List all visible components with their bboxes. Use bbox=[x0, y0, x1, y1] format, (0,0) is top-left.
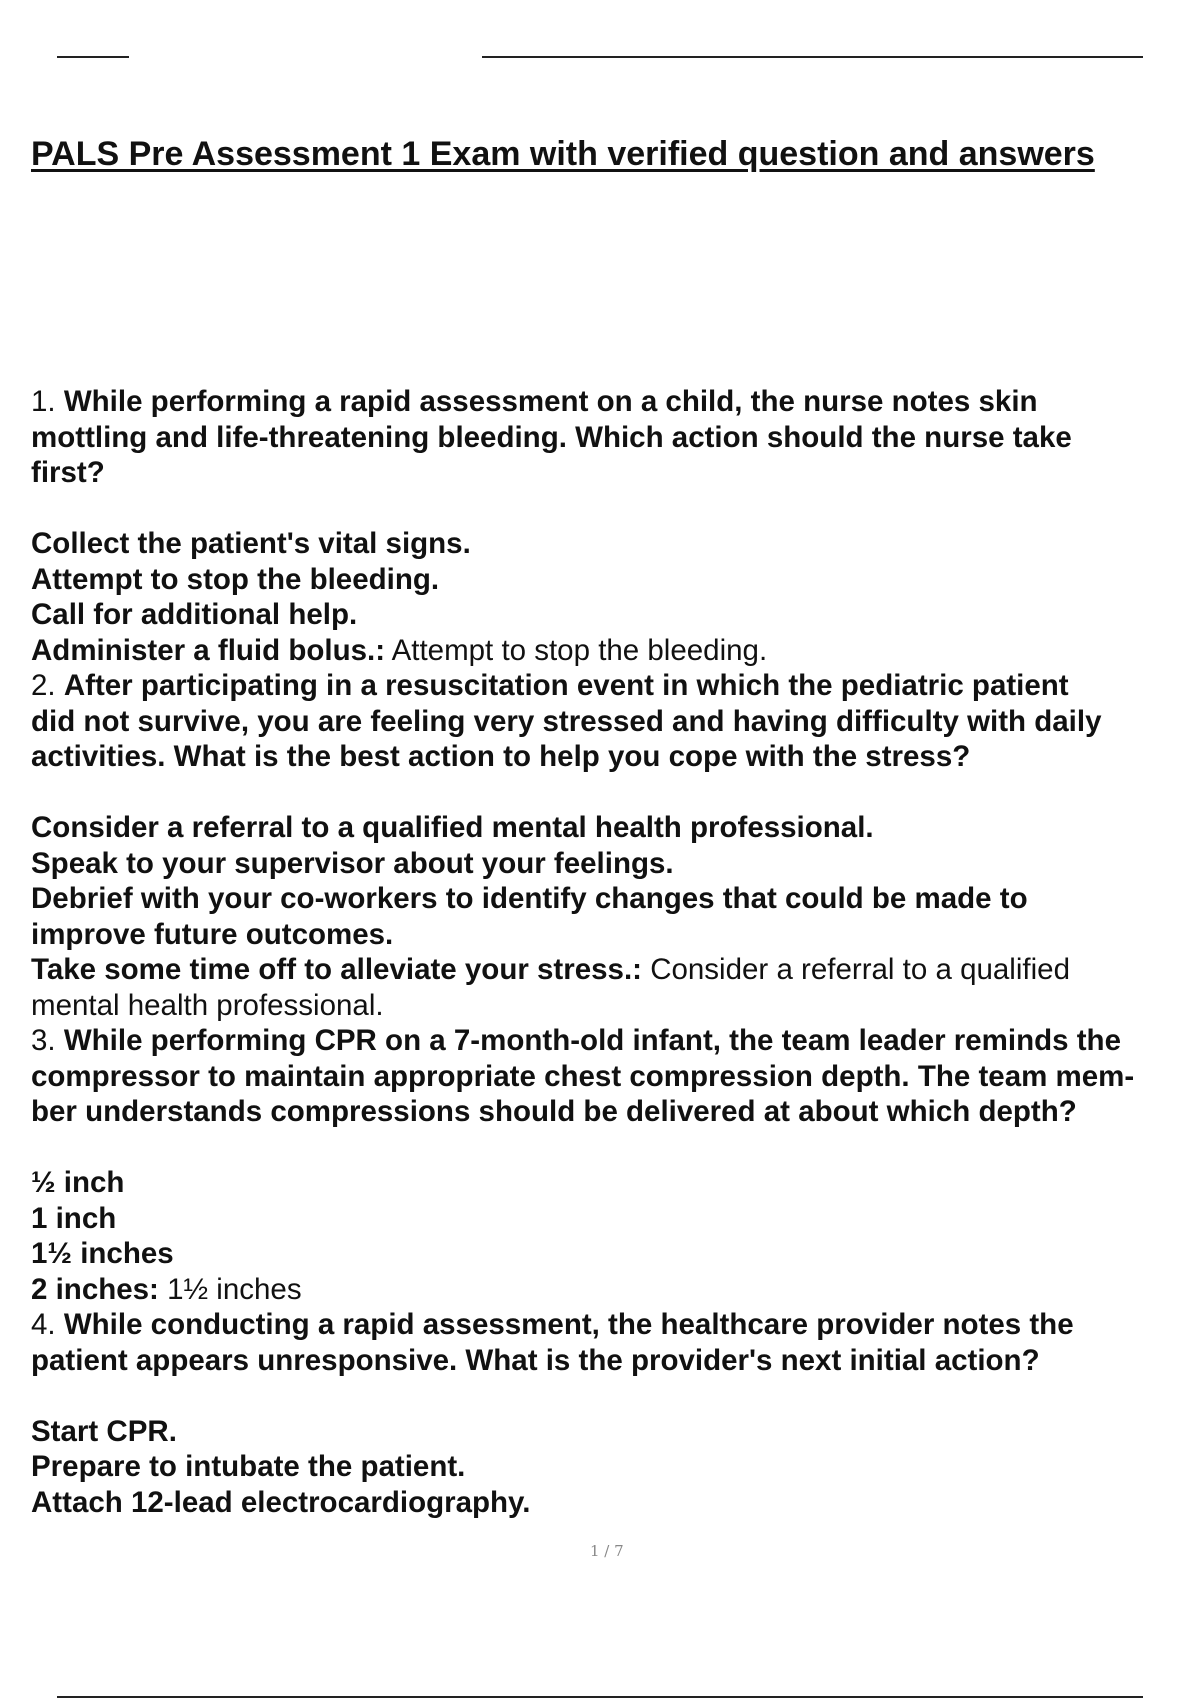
question-2-stem-line-2: did not survive, you are feeling very stressed and having difficulty with daily bbox=[31, 704, 1102, 738]
question-2-stem-line-3: activities. What is the best action to help you cope with the stress? bbox=[31, 740, 971, 773]
question-4-option-3: Attach 12-lead electrocardiography. bbox=[31, 1485, 531, 1519]
question-number: 1. bbox=[31, 385, 56, 418]
spacer bbox=[31, 1130, 1200, 1166]
question-1-stem-line-1: 1. While performing a rapid assessment on a child, the nurse notes skin bbox=[31, 385, 1038, 418]
question-2-option-2: Speak to your supervisor about your feelings. bbox=[31, 846, 674, 880]
question-2-stem-line-1: 2. After participating in a resuscitation event in which the pediatric patient bbox=[31, 669, 1069, 702]
question-1-option-4-with-answer: Administer a fluid bolus.: Attempt to stop the bleeding. bbox=[31, 633, 768, 667]
question-2-option-3: Debrief with your co-workers to identify changes that could be made to bbox=[31, 882, 1028, 915]
question-1-option-2: Attempt to stop the bleeding. bbox=[31, 562, 440, 596]
question-3-option-2: 1 inch bbox=[31, 1201, 117, 1235]
question-number: 3. bbox=[31, 1024, 56, 1057]
question-2-option-3-cont: improve future outcomes. bbox=[31, 917, 394, 951]
question-number: 4. bbox=[31, 1308, 56, 1341]
spacer bbox=[31, 1378, 1200, 1414]
question-1-stem-line-3: first? bbox=[31, 456, 105, 489]
document-title: PALS Pre Assessment 1 Exam with verified question and answers bbox=[31, 135, 1095, 173]
question-1-stem-line-2: mottling and life-threatening bleeding. Which action should the nurse take bbox=[31, 420, 1072, 454]
question-3-stem-line-2: compressor to maintain appropriate chest compression depth. The team mem- bbox=[31, 1059, 1135, 1093]
faded-watermark-logo bbox=[135, 30, 480, 115]
header-rule-right bbox=[482, 56, 1143, 58]
question-list bbox=[31, 384, 1200, 1520]
question-3-stem-line-1: 3. While performing CPR on a 7-month-old infant, the team leader reminds the bbox=[31, 1024, 1121, 1057]
question-4-option-2: Prepare to intubate the patient. bbox=[31, 1450, 466, 1483]
answer-text: 1½ inches bbox=[167, 1272, 302, 1306]
question-2-option-4-with-answer: Take some time off to alleviate your stress.: Consider a referral to a qualified bbox=[31, 953, 1070, 986]
question-3-option-1: ½ inch bbox=[31, 1166, 125, 1199]
question-2-option-1: Consider a referral to a qualified mental health professional. bbox=[31, 811, 874, 844]
spacer bbox=[31, 491, 1200, 527]
question-1-option-3: Call for additional help. bbox=[31, 598, 358, 631]
question-1-option-1: Collect the patient's vital signs. bbox=[31, 527, 471, 560]
answer-text: Attempt to stop the bleeding. bbox=[391, 633, 768, 667]
question-3-stem-line-3: ber understands compressions should be delivered at about which depth? bbox=[31, 1095, 1077, 1128]
question-4-stem-line-2: patient appears unresponsive. What is the provider's next initial action? bbox=[31, 1343, 1040, 1377]
header-rule-left bbox=[57, 56, 129, 58]
question-number: 2. bbox=[31, 669, 56, 702]
question-4-option-1: Start CPR. bbox=[31, 1414, 177, 1448]
footer-rule bbox=[57, 1696, 1143, 1698]
page-number: 1 / 7 bbox=[590, 1542, 624, 1560]
question-4-stem-line-1: 4. While conducting a rapid assessment, the healthcare provider notes the bbox=[31, 1308, 1074, 1341]
spacer bbox=[31, 775, 1200, 811]
answer-text: Consider a referral to a qualified bbox=[650, 953, 1070, 986]
question-3-option-4-with-answer: 2 inches: 1½ inches bbox=[31, 1272, 302, 1306]
question-3-option-3: 1½ inches bbox=[31, 1237, 174, 1270]
answer-text-cont: mental health professional. bbox=[31, 988, 384, 1022]
